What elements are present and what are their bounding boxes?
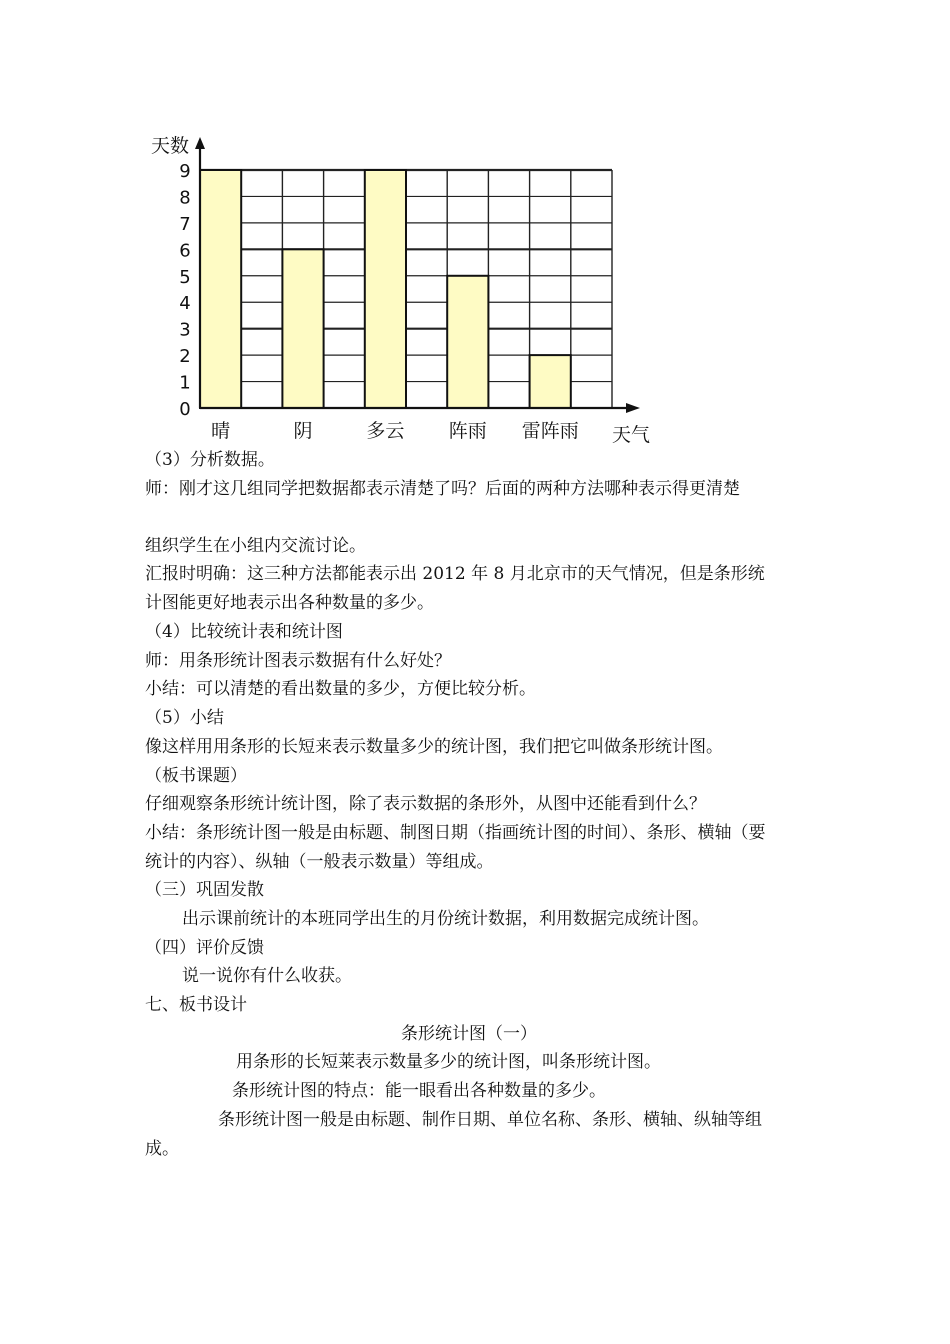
y-tick-label: 6 [179, 240, 191, 262]
report-conclusion-line1: 汇报时明确：这三种方法都能表示出 2012 年 8 月北京市的天气情况，但是条形统 [145, 564, 765, 584]
x-category-label: 阵雨 [448, 420, 487, 442]
y-tick-label: 7 [179, 213, 191, 235]
board-feature: 条形统计图的特点：能一眼看出各种数量的多少。 [232, 1081, 606, 1101]
chart-axes [195, 137, 640, 413]
heading-board-design: 七、板书设计 [145, 995, 247, 1015]
board-components-line2: 成。 [145, 1139, 179, 1159]
x-axis-arrow [626, 403, 640, 413]
bar-1 [200, 170, 241, 408]
y-tick-label: 9 [179, 161, 191, 182]
report-conclusion-line2: 计图能更好地表示出各种数量的多少。 [145, 593, 434, 613]
bar-5 [530, 355, 571, 408]
y-tick-label: 3 [179, 319, 191, 341]
observe-question: 仔细观察条形统计统计图，除了表示数据的条形外，从图中还能看到什么？ [145, 794, 706, 814]
board-components-line1: 条形统计图一般是由标题、制作日期、单位名称、条形、横轴、纵轴等组 [218, 1110, 762, 1130]
y-axis-arrow [195, 137, 205, 149]
definition-sentence: 像这样用用条形的长短来表示数量多少的统计图，我们把它叫做条形统计图。 [145, 737, 723, 757]
heading-consolidate: （三）巩固发散 [145, 880, 264, 900]
bar-4 [447, 276, 488, 408]
chart-bars [200, 170, 571, 408]
summary-components-line2: 统计的内容）、纵轴（一般表示数量）等组成。 [145, 852, 494, 872]
teacher-question: 师：刚才这几组同学把数据都表示清楚了吗？后面的两种方法哪种表示得更清楚 [145, 479, 740, 499]
board-title-note: （板书课题） [145, 766, 247, 786]
y-tick-label: 5 [179, 266, 191, 288]
consolidate-task: 出示课前统计的本班同学出生的月份统计数据，利用数据完成统计图。 [182, 909, 709, 929]
x-category-label: 雷阵雨 [521, 420, 579, 442]
board-title: 条形统计图（一） [401, 1024, 537, 1044]
weather-bar-chart [140, 125, 670, 450]
y-tick-label: 0 [179, 399, 191, 420]
summary-benefit: 小结：可以清楚的看出数量的多少，方便比较分析。 [145, 679, 536, 699]
x-category-label: 多云 [366, 420, 405, 442]
x-category-label: 阴 [293, 420, 313, 442]
feedback-task: 说一说你有什么收获。 [182, 966, 352, 986]
bar-3 [365, 170, 406, 408]
heading-analyze-data: （3）分析数据。 [145, 450, 275, 470]
y-tick-label: 8 [179, 187, 191, 209]
y-tick-label: 2 [179, 346, 191, 368]
y-tick-label: 1 [179, 372, 191, 394]
summary-components-line1: 小结：条形统计图一般是由标题、制图日期（指画统计图的时间）、条形、横轴（要 [145, 823, 766, 843]
heading-compare: （4）比较统计表和统计图 [145, 622, 343, 642]
group-discussion: 组织学生在小组内交流讨论。 [145, 536, 366, 556]
heading-summary: （5）小结 [145, 708, 224, 728]
board-definition: 用条形的长短莱表示数量多少的统计图，叫条形统计图。 [236, 1052, 661, 1072]
y-tick-label: 4 [179, 293, 191, 315]
x-axis-title: 天气 [612, 424, 651, 446]
y-axis-title: 天数 [151, 135, 190, 157]
x-category-label: 晴 [211, 420, 231, 442]
bar-2 [282, 249, 323, 408]
teacher-question-benefit: 师：用条形统计图表示数据有什么好处？ [145, 651, 451, 671]
heading-feedback: （四）评价反馈 [145, 938, 264, 958]
